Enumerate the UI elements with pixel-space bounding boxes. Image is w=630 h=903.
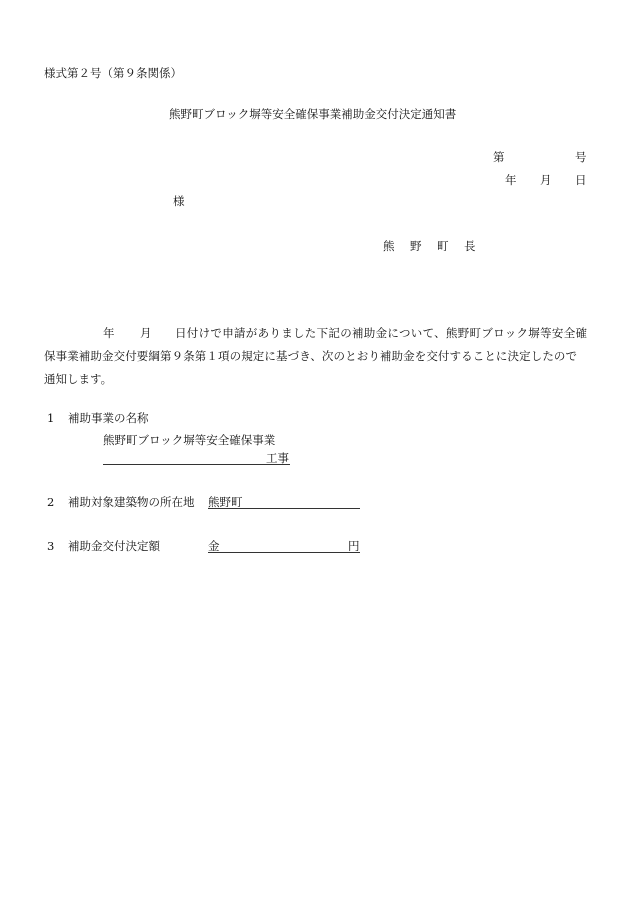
item-2-underline: [208, 508, 360, 509]
item-1-label: 補助事業の名称: [68, 411, 149, 425]
item-1-suffix: 工事: [266, 451, 289, 465]
item-3-number: 3: [47, 539, 55, 553]
item-2-number: 2: [47, 495, 55, 509]
body-line-1: 日付けで申請がありました下記の補助金について、熊野町ブロック塀等安全確: [175, 326, 588, 340]
item-3-underline: [208, 552, 360, 553]
item-3-suffix: 円: [348, 539, 360, 553]
item-1-number: 1: [47, 411, 55, 425]
addressee-suffix: 様: [173, 194, 185, 208]
item-3-prefix: 金: [208, 539, 220, 553]
form-number: 様式第２号（第９条関係）: [44, 66, 182, 80]
item-3-label: 補助金交付決定額: [68, 539, 160, 553]
issuer: 熊 野 町 長: [383, 239, 478, 253]
item-2-value: 熊野町: [208, 495, 243, 509]
body-month: 月: [140, 326, 152, 340]
item-2-label: 補助対象建築物の所在地: [68, 495, 195, 509]
item-1-underline: [103, 464, 290, 465]
body-year: 年: [103, 326, 115, 340]
date-month: 月: [540, 173, 552, 187]
item-1-value: 熊野町ブロック塀等安全確保事業: [103, 433, 276, 447]
document-title: 熊野町ブロック塀等安全確保事業補助金交付決定通知書: [169, 107, 457, 121]
body-line-3: 通知します。: [44, 372, 113, 386]
date-year: 年: [505, 173, 517, 187]
body-line-2: 保事業補助金交付要綱第９条第１項の規定に基づき、次のとおり補助金を交付することに決定したので: [44, 349, 578, 363]
doc-number-suffix: 号: [575, 150, 587, 164]
date-day: 日: [575, 173, 587, 187]
doc-number-prefix: 第: [493, 150, 505, 164]
